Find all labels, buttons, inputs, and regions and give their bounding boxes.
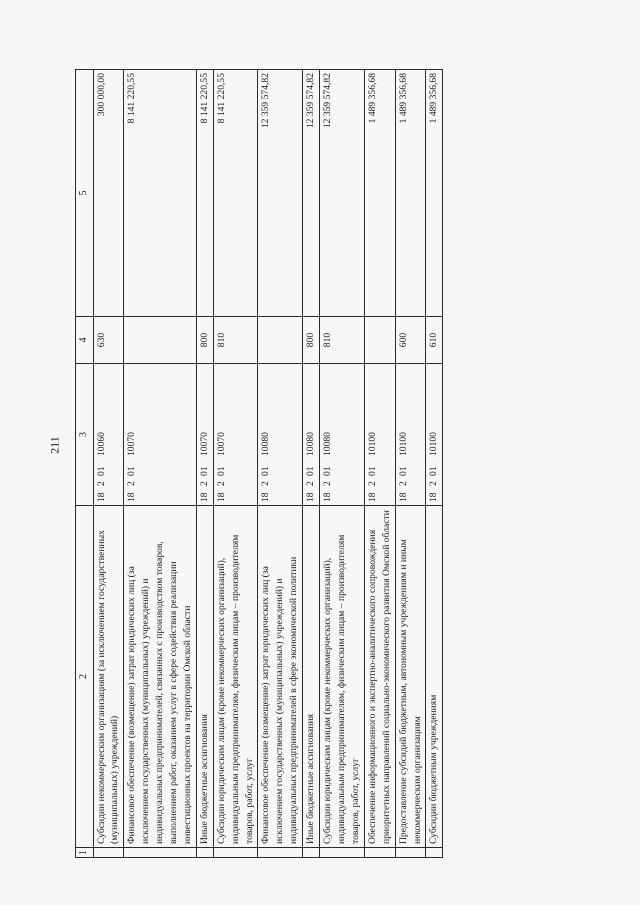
code-part-2: 2 [397, 481, 409, 486]
table-row [320, 70, 365, 858]
row-vr-cell [258, 317, 303, 364]
code-part-1: 18 [305, 492, 317, 502]
code-part-2: 2 [366, 481, 378, 486]
code-part-1: 18 [126, 492, 138, 502]
row-amount-cell: 8 141 220,55 [124, 70, 197, 317]
row-code-cell [124, 364, 197, 506]
code-part-1: 18 [322, 492, 334, 502]
row-code-cell [320, 364, 365, 506]
row-code-cell [364, 364, 395, 506]
row-col-1-cell [196, 848, 213, 858]
row-vr-cell: 800 [196, 317, 213, 364]
code-part-2: 2 [198, 481, 210, 486]
code-part-2: 2 [260, 481, 272, 486]
code-part-1: 18 [198, 492, 210, 502]
code-part-1: 18 [397, 492, 409, 502]
row-name-cell: Иные бюджетные ассигнования [196, 506, 213, 848]
row-vr-cell: 800 [303, 317, 320, 364]
table-row [93, 70, 124, 858]
code-part-3: 01 [95, 466, 107, 476]
row-col-1-cell [124, 848, 197, 858]
row-vr-cell [124, 317, 197, 364]
code-part-3: 01 [322, 466, 334, 476]
code-part-2: 2 [428, 481, 440, 486]
table-row [395, 70, 426, 858]
row-code-cell [258, 364, 303, 506]
code-part-2: 2 [322, 481, 334, 486]
row-amount-cell: 8 141 220,55 [196, 70, 213, 317]
row-amount-cell: 12 359 574,82 [258, 70, 303, 317]
row-col-1-cell [93, 848, 124, 858]
table-row [124, 70, 197, 858]
table-row [364, 70, 395, 858]
code-group [366, 367, 380, 502]
row-vr-cell: 630 [93, 317, 124, 364]
code-part-4: 10100 [397, 432, 409, 456]
row-vr-cell: 610 [426, 317, 443, 364]
code-group [198, 367, 212, 502]
page-number: 211 [47, 436, 62, 454]
row-col-1-cell [364, 848, 395, 858]
row-name-cell: Субсидии юридическим лицам (кроме некоммерческих организаций), индивидуальным предпринимателям, физическим лицам – производителям товаров, работ, услуг [320, 506, 365, 848]
row-name-cell: Субсидии бюджетным учреждениям [426, 506, 443, 848]
code-part-2: 2 [95, 481, 107, 486]
code-part-3: 01 [215, 466, 227, 476]
row-col-1-cell [303, 848, 320, 858]
code-part-3: 01 [428, 466, 440, 476]
row-code-cell [213, 364, 258, 506]
budget-table [75, 69, 443, 858]
header-col-3: 3 [76, 364, 94, 506]
code-part-4: 10100 [366, 432, 378, 456]
code-part-1: 18 [366, 492, 378, 502]
table-row [303, 70, 320, 858]
code-part-3: 01 [198, 466, 210, 476]
table-row [258, 70, 303, 858]
row-col-1-cell [395, 848, 426, 858]
row-vr-cell: 810 [320, 317, 365, 364]
code-part-3: 01 [305, 466, 317, 476]
code-group [397, 367, 411, 502]
code-part-4: 10080 [305, 432, 317, 456]
row-amount-cell: 300 000,00 [93, 70, 124, 317]
code-group [125, 367, 139, 502]
row-amount-cell: 1 489 356,68 [426, 70, 443, 317]
header-col-2: 2 [76, 506, 94, 848]
row-amount-cell: 12 359 574,82 [303, 70, 320, 317]
row-code-cell [196, 364, 213, 506]
row-code-cell [93, 364, 124, 506]
row-name-cell: Иные бюджетные ассигнования [303, 506, 320, 848]
code-part-4: 10070 [198, 432, 210, 456]
row-amount-cell: 1 489 356,68 [364, 70, 395, 317]
code-part-4: 10080 [260, 432, 272, 456]
code-part-4: 10070 [126, 432, 138, 456]
code-part-2: 2 [305, 481, 317, 486]
row-col-1-cell [258, 848, 303, 858]
code-part-3: 01 [397, 466, 409, 476]
code-part-4: 10080 [322, 432, 334, 456]
code-part-1: 18 [215, 492, 227, 502]
row-col-1-cell [213, 848, 258, 858]
code-part-3: 01 [366, 466, 378, 476]
code-group [304, 367, 318, 502]
code-group [427, 367, 441, 502]
code-group [259, 367, 273, 502]
code-part-1: 18 [260, 492, 272, 502]
row-col-1-cell [426, 848, 443, 858]
header-row [76, 70, 94, 858]
row-vr-cell: 600 [395, 317, 426, 364]
header-col-5: 5 [76, 70, 94, 317]
rotated-table-container [75, 70, 540, 858]
code-group [95, 367, 109, 502]
row-code-cell [395, 364, 426, 506]
code-part-1: 18 [428, 492, 440, 502]
code-part-4: 10060 [95, 432, 107, 456]
row-amount-cell: 12 359 574,82 [320, 70, 365, 317]
code-group [321, 367, 335, 502]
row-name-cell: Финансовое обеспечение (возмещение) затрат юридических лиц (за исключением государственных (муниципальных) учреждений) и индивидуальных предпринимателей, связанных с производством товаров, выполнением работ, оказанием услуг в сфере содействия реализации инвестиционных проектов на территории Омской области [124, 506, 197, 848]
row-code-cell [426, 364, 443, 506]
table-row [196, 70, 213, 858]
row-code-cell [303, 364, 320, 506]
code-group [215, 367, 229, 502]
header-col-1: 1 [76, 848, 94, 858]
row-name-cell: Финансовое обеспечение (возмещение) затрат юридических лиц (за исключением государственных (муниципальных) учреждений) и индивидуальных предпринимателей в сфере экономической политики [258, 506, 303, 848]
row-amount-cell: 1 489 356,68 [395, 70, 426, 317]
row-vr-cell: 810 [213, 317, 258, 364]
row-name-cell: Предоставление субсидий бюджетным, автономным учреждениям и иным некоммерческим организациям [395, 506, 426, 848]
code-part-4: 10100 [428, 432, 440, 456]
row-col-1-cell [320, 848, 365, 858]
row-name-cell: Субсидии некоммерческим организациям (за исключением государственных (муниципальных) учреждений) [93, 506, 124, 848]
header-col-4: 4 [76, 317, 94, 364]
row-name-cell: Обеспечение информационного и экспертно-аналитического сопровождения приоритетных направлений социально-экономического развития Омской области [364, 506, 395, 848]
row-name-cell: Субсидии юридическим лицам (кроме некоммерческих организаций), индивидуальным предпринимателям, физическим лицам – производителям товаров, работ, услуг [213, 506, 258, 848]
table-row [213, 70, 258, 858]
code-part-2: 2 [126, 481, 138, 486]
code-part-3: 01 [126, 466, 138, 476]
table-row [426, 70, 443, 858]
code-part-2: 2 [215, 481, 227, 486]
code-part-4: 10070 [215, 432, 227, 456]
code-part-3: 01 [260, 466, 272, 476]
code-part-1: 18 [95, 492, 107, 502]
row-vr-cell [364, 317, 395, 364]
row-amount-cell: 8 141 220,55 [213, 70, 258, 317]
